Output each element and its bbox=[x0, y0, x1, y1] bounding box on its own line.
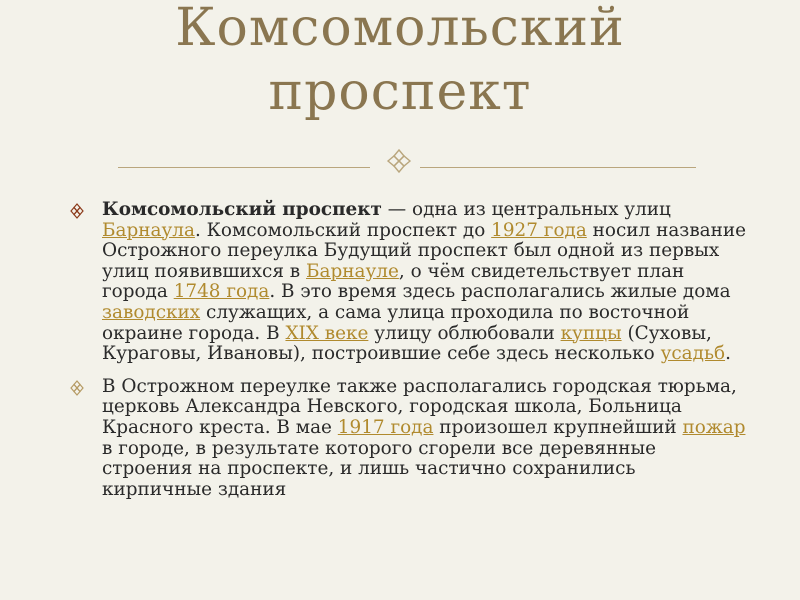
divider-rule-right bbox=[420, 167, 696, 168]
text-segment: (Суховы, Кураговы, Ивановы), построившие себе здесь несколько bbox=[102, 322, 712, 365]
title-line-1: Комсомольский bbox=[175, 0, 625, 58]
link-barnaule[interactable]: Барнауле bbox=[306, 260, 399, 282]
text-segment: служащих, а сама улица проходила по восточной окраине города. В bbox=[102, 301, 690, 344]
link-usadb[interactable]: усадьб bbox=[660, 343, 726, 365]
link-kuptsy[interactable]: купцы bbox=[560, 322, 622, 344]
slide-content bbox=[70, 200, 750, 512]
text-segment: В Острожном переулке также располагались городская тюрьма, церковь Александра Невского, городская школа, Больница Красного креста. В мае bbox=[102, 375, 737, 438]
text-segment: . В это время здесь располагались жилые дома bbox=[269, 281, 731, 303]
text-segment: , о чём свидетельствует план города bbox=[102, 260, 685, 303]
link-pozhar[interactable]: пожар bbox=[682, 416, 746, 438]
text-segment: . bbox=[725, 343, 731, 365]
title-line-2: проспект bbox=[268, 62, 532, 122]
link-xix-vek[interactable]: XIX веке bbox=[285, 322, 369, 344]
link-1917[interactable]: 1917 года bbox=[337, 416, 434, 438]
lead-term: Комсомольский проспект bbox=[102, 199, 382, 220]
slide-title bbox=[0, 0, 800, 124]
title-divider bbox=[118, 150, 696, 174]
text-segment: улицу облюбовали bbox=[368, 322, 561, 344]
quad-diamond-bullet-icon bbox=[70, 203, 84, 219]
quad-diamond-ornament-icon bbox=[381, 148, 417, 174]
text-segment: в городе, в результате которого сгорели все деревянные строения на проспекте, и лишь частично сохранились кирпичные здания bbox=[102, 437, 656, 500]
link-zavodskih[interactable]: заводских bbox=[102, 301, 201, 323]
link-1748[interactable]: 1748 года bbox=[173, 281, 270, 303]
link-1927[interactable]: 1927 года bbox=[491, 219, 587, 241]
divider-rule-left bbox=[118, 167, 370, 168]
link-barnaul[interactable]: Барнаула bbox=[102, 219, 195, 241]
paragraph-1 bbox=[70, 200, 750, 365]
text-segment: произошел крупнейший bbox=[433, 416, 683, 438]
text-segment: — одна из центральных улиц bbox=[381, 199, 671, 220]
quad-diamond-bullet-icon bbox=[70, 380, 84, 396]
text-segment: носил название Острожного переулка Будущий проспект был одной из первых улиц появившихся в bbox=[102, 219, 747, 282]
text-segment: . Комсомольский проспект до bbox=[194, 219, 492, 241]
paragraph-2 bbox=[70, 377, 750, 501]
